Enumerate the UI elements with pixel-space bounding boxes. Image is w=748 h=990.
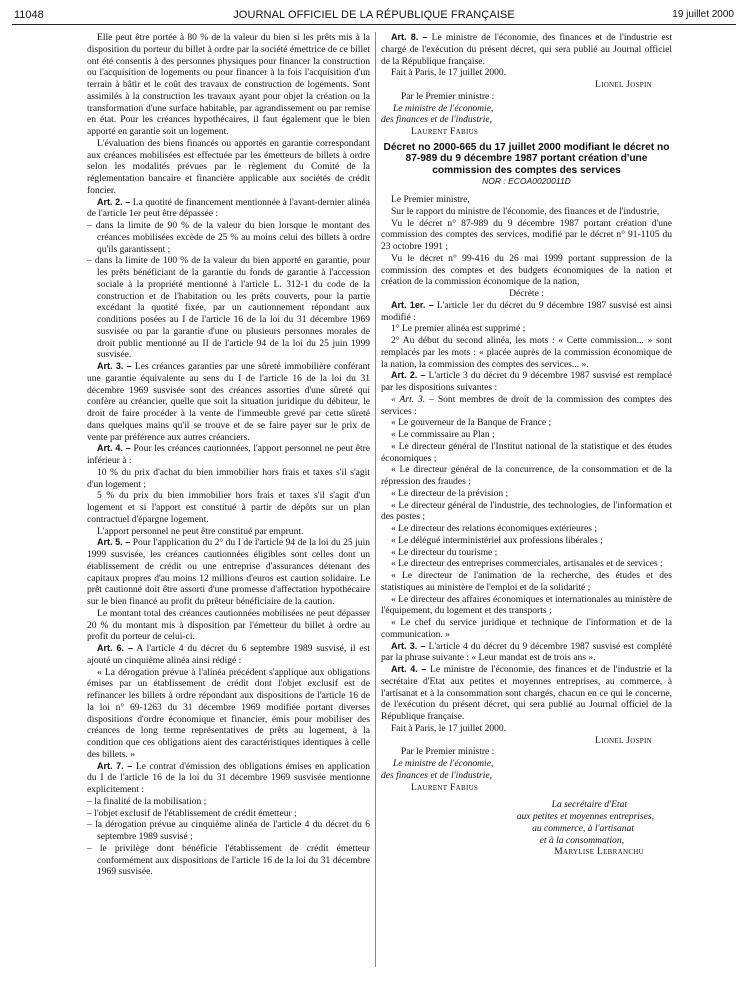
member-item: « Le chef du service juridique et technique de l'information et de la communication. » xyxy=(381,617,672,640)
list-item: – la finalité de la mobilisation ; xyxy=(87,795,207,807)
article-2-list xyxy=(87,220,370,361)
article-text: Sont membres de droit de la commission des comptes des services : xyxy=(381,393,673,417)
nor-reference: NOR : ECOA0020011D xyxy=(482,176,571,187)
article-label: Art. 2. – xyxy=(391,370,426,381)
quoted-article-label: « Art. 3. – xyxy=(391,393,434,405)
article-text: L'article 3 du décret du 9 décembre 1987 susvisé est remplacé par les dispositions suivantes : xyxy=(381,370,673,393)
issue-date: 19 juillet 2000 xyxy=(672,9,734,20)
minister-name: Laurent Fabius xyxy=(411,781,479,793)
member-item: « Le directeur du tourisme ; xyxy=(391,546,498,558)
article-text: Le contrat d'émission des obligations émises en application du I de l'article 16 de la loi du 31 décembre 1969 susvisée mentionne explicitement : xyxy=(87,760,371,795)
quoted-paragraph: « La dérogation prévue à l'alinéa précédent s'applique aux obligations émises par un établissement de crédit dont l'objet exclusif est de refinancer les billets à ordre répondant aux dispositions de l'article 16 de la loi n° 69-1263 du 31 décembre 1969 modifiée portant diverses dispositions d'ordre économique et financier, émis pour mobiliser des créances de long terme représentatives de prêts au logement, à la condition que ces obligations aient des caractéristiques identiques à celle des billets. » xyxy=(87,666,370,760)
quoted-article xyxy=(381,394,672,418)
article-text: L'article 4 du décret du 9 décembre 1987 susvisé est complété par la phrase suivante : « Leur mandat est de trois ans ». xyxy=(381,640,672,664)
article-label: Art. 5. – xyxy=(97,537,131,548)
article-7 xyxy=(87,761,370,796)
article-3 xyxy=(87,361,370,443)
article-2 xyxy=(87,197,370,221)
article-text: A l'article 4 du décret du 6 septembre 1989 susvisé, il est ajouté un cinquième alinéa ainsi rédigé : xyxy=(87,643,370,666)
member-item: « Le délégué interministériel aux professions libérales ; xyxy=(391,534,603,546)
paragraph: Elle peut être portée à 80 % de la valeur du bien si les prêts mis à la disposition du porteur du billet à ordre par la société émettrice de ce billet ont été consentis à des personnes physiques pour financer la construction ou l'acquisition de logements ou pour financer à la fois l'acquisition d'un terrain à bâtir et le coût des travaux de construction de logements. Sont assimilés à la construction les travaux ayant pour objet la création ou la transformation d'une surface habitable, par agrandissement ou par remise en état. Pour les créances hypothécaires, il faut également que le bien apporté en garantie soit un logement. xyxy=(87,32,370,137)
article-8 xyxy=(381,32,672,67)
page-header xyxy=(12,6,736,25)
article-label: Art. 4. – xyxy=(391,664,427,674)
list-item: – la dérogation prévue au cinquième alinéa de l'article 4 du décret du 6 septembre 1989 susvisé ; xyxy=(87,819,370,842)
paragraph: Sur le rapport du ministre de l'économie, des finances et de l'industrie, xyxy=(391,205,660,217)
minister-name: Laurent Fabius xyxy=(411,126,479,137)
paragraph: 2° Au début du second alinéa, les mots : « Cette commission... » sont remplacés par les mots : « placée auprès de la commission économique de la nation, la commission des comptes des services... ». xyxy=(381,335,672,370)
article-2 xyxy=(381,370,672,394)
paragraph: Vu le décret n° 87-989 du 9 décembre 1987 portant création d'une commission des comptes des services, modifié par le décret n° 91-1105 du 23 octobre 1991 ; xyxy=(381,217,672,252)
article-5 xyxy=(87,537,370,608)
decree-title: Décret no 2000-665 du 17 juillet 2000 modifiant le décret no 87-989 du 9 décembre 1987 portant création d'une commission des comptes des services xyxy=(383,141,670,176)
minister-title-line: Le ministre de l'économie, xyxy=(393,102,494,114)
secretary-name: Marylise Lebranchu xyxy=(554,846,644,858)
article-label: Art. 3. – xyxy=(97,361,132,371)
article-4 xyxy=(381,664,672,723)
minister-title-line: des finances et de l'industrie, xyxy=(381,769,493,781)
member-item: « Le directeur des entreprises commerciales, artisanales et de services ; xyxy=(391,558,663,570)
paragraph: Le Premier ministre, xyxy=(391,194,470,205)
journal-title: JOURNAL OFFICIEL DE LA RÉPUBLIQUE FRANÇAISE xyxy=(233,9,515,21)
member-item: « Le commissaire au Plan ; xyxy=(391,429,495,440)
paragraph: L'évaluation des biens financés ou apportés en garantie correspondant aux créances mobilisées est effectuée par les émetteurs de billets à ordre selon les modalités prévues par le règlement du Comité de la réglementation bancaire et financière applicable aux sociétés de crédit foncier. xyxy=(87,137,370,196)
paragraph: 1° Le premier alinéa est supprimé ; xyxy=(391,323,526,335)
signature-place-date: Fait à Paris, le 17 juillet 2000. xyxy=(391,722,507,734)
article-label: Art. 3. – xyxy=(391,640,426,651)
article-3 xyxy=(381,641,672,665)
article-label: Art. 2. – xyxy=(97,196,131,207)
signatory-intro: Par le Premier ministre : xyxy=(401,746,495,758)
list-item: – le privilège dont bénéficie l'établissement de crédit émetteur conformément aux dispositions de l'article 16 de la loi du 31 décembre 1969 susvisée. xyxy=(87,842,370,878)
article-6 xyxy=(87,643,370,667)
signatory-intro: Par le Premier ministre : xyxy=(401,90,495,102)
left-column xyxy=(87,32,370,878)
paragraph: Vu le décret n° 99-416 du 26 mai 1999 portant suppression de la commission des comptes et des budgets économiques de la nation et création de la commission économique de la nation, xyxy=(381,252,672,288)
member-item: « Le directeur général de la concurrence, de la consommation et de la répression des fraudes ; xyxy=(381,464,672,487)
secretary-title-line: et à la consommation, xyxy=(539,834,624,846)
secretary-title-line: La secrétaire d'Etat xyxy=(551,799,627,811)
member-item: « Le directeur des affaires économiques et internationales au ministère de l'équipement, du logement et des transports ; xyxy=(381,593,672,617)
list-item: – l'objet exclusif de l'établissement de crédit émetteur ; xyxy=(87,807,297,819)
minister-title-line: Le ministre de l'économie, xyxy=(393,758,494,769)
member-item: « Le gouverneur de la Banque de France ; xyxy=(391,417,552,429)
article-7-list xyxy=(87,796,370,878)
member-item: « Le directeur de l'animation de la recherche, des études et des statistiques au ministère de l'emploi et de la solidarité ; xyxy=(381,570,672,593)
article-label: Art. 4. – xyxy=(97,443,131,454)
article-label: Art. 8. – xyxy=(391,32,428,42)
member-item: « Le directeur des relations économiques extérieures ; xyxy=(391,523,597,534)
list-item: – dans la limite de 100 % de la valeur du bien apporté en garantie, pour les prêts bénéficiant de la garantie du fonds de garantie à l'accession sociale à la propriété mentionné à l'article L. 312-1 du code de la construction et de l'habitation ou les prêts couverts, pour la partie excédant la quotité fixée, par un cautionnement répondant aux conditions posées au I de l'article 16 de la loi du 31 décembre 1969 susvisée ou par la garantie d'une ou plusieurs personnes morales de droit public mentionné au II de l'article 94 de la loi du 25 juin 1999 susvisée. xyxy=(87,255,370,361)
secretary-title-line: aux petites et moyennes entreprises, xyxy=(516,811,654,822)
signatory-name: Lionel Jospin xyxy=(594,79,652,90)
article-label: Art. 6. – xyxy=(97,643,134,653)
minister-title-line: des finances et de l'industrie, xyxy=(381,114,493,126)
article-label: Art. 7. – xyxy=(97,760,133,771)
paragraph: L'apport personnel ne peut être constitué par emprunt. xyxy=(97,525,304,537)
article-text: L'article 1er du décret du 9 décembre 1987 susvisé est ainsi modifié : xyxy=(381,299,673,323)
article-text: La quotité de financement mentionnée à l'avant-dernier alinéa de l'article 1er peut être dépassée : xyxy=(87,196,370,220)
paragraph: Le montant total des créances cautionnées mobilisées ne peut dépasser 20 % du montant mis à disposition par l'émetteur du billet à ordre au profit du porteur de celui-ci. xyxy=(87,607,370,643)
article-text: Le ministre de l'économie, des finances et de l'industrie est chargé de l'exécution du présent décret, qui sera publié au Journal officiel de la République française. xyxy=(381,32,672,67)
decrete: Décrète : xyxy=(509,288,544,299)
article-text: Pour les créances cautionnées, l'apport personnel ne peut être inférieur à : xyxy=(87,443,371,466)
signature-place-date: Fait à Paris, le 17 juillet 2000. xyxy=(391,67,507,79)
article-text: Pour l'application du 2° du I de l'article 94 de la loi du 25 juin 1999 susvisée, les créances cautionnées éligibles sont celles dont un établissement de crédit ou une entreprise d'assurances détenant des capitaux propres d'au moins 12 millions d'euros est caution solidaire. Le prêt cautionné doit être assorti d'une promesse d'affectation hypothécaire sur le bien financé au profit du prêteur bénéficiaire de la caution. xyxy=(87,537,371,607)
member-item: « Le directeur de la prévision ; xyxy=(391,487,509,499)
list-item: – dans la limite de 90 % de la valeur du bien lorsque le montant des créances mobilisées excède de 25 % au moins celui des billets à ordre qu'ils garantissent ; xyxy=(87,220,370,255)
page-number: 11048 xyxy=(14,9,44,21)
column-divider xyxy=(375,32,376,967)
member-item: « Le directeur général de l'industrie, des technologies, de l'information et des postes ; xyxy=(381,499,672,523)
member-item: « Le directeur général de l'Institut national de la statistique et des études économiques ; xyxy=(381,440,672,464)
paragraph: 5 % du prix du bien immobilier hors frais et taxes s'il s'agit d'un logement et si l'apport est constitué à partir de dépôts sur un plan contractuel d'épargne logement. xyxy=(87,490,370,525)
article-text: Les créances garanties par une sûreté immobilière conférant une garantie équivalente au sens du I de l'article 16 de la loi du 31 décembre 1969 susvisée sont des créances assorties d'une sûreté qui confère au créancier, quelle que soit la situation juridique du débiteur, le droit de faire procéder à la vente de l'immeuble grevé par cette sûreté dans quelques mains qu'il se trouve et de se faire payer sur le prix de vente par préférence aux autres créanciers. xyxy=(87,361,371,443)
article-4 xyxy=(87,443,370,467)
article-label: Art. 1er. – xyxy=(391,299,434,310)
signatory-name: Lionel Jospin xyxy=(594,734,652,746)
secretary-title-line: au commerce, à l'artisanat xyxy=(532,822,634,834)
article-1 xyxy=(381,300,672,324)
article-text: Le ministre de l'économie, des finances et de l'industrie et la secrétaire d'Etat aux petites et moyennes entreprises, au commerce, à l'artisanat et à la consommation sont chargés, chacun en ce qui le concerne, de l'exécution du présent décret, qui sera publié au Journal officiel de la République française. xyxy=(381,664,672,722)
right-column xyxy=(381,32,672,858)
paragraph: 10 % du prix d'achat du bien immobilier hors frais et taxes s'il s'agit d'un logement ; xyxy=(87,466,370,490)
